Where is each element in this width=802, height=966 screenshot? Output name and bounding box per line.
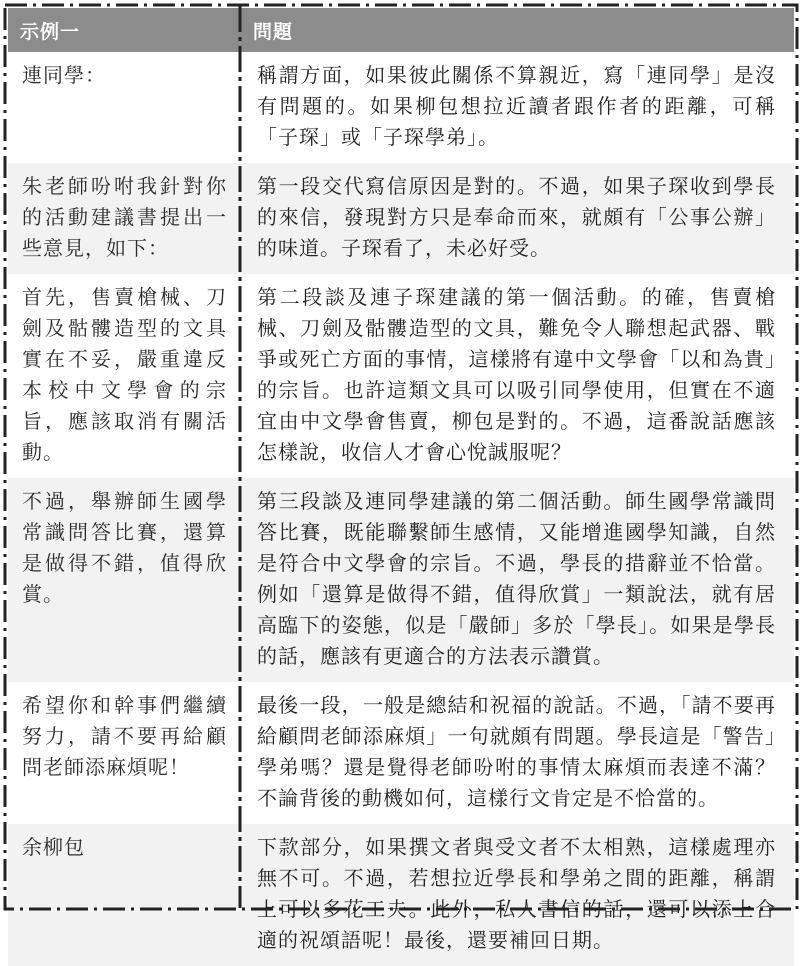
row-quote: 希望你和幹事們繼續努力，請不要再給顧問老師添麻煩呢！ [8,682,241,824]
row-comment: 第一段交代寫信原因是對的。不過，如果子琛收到學長的來信，發現對方只是奉命而來，就頗有「公事公辦」的味道。子琛看了，未必好受。 [241,163,794,274]
table-row [8,478,794,682]
table-row [8,163,794,274]
comparison-table [8,8,794,966]
table-row [8,824,794,966]
table-header-row [8,8,794,52]
row-quote: 首先，售賣槍械、刀劍及骷髏造型的文具實在不妥，嚴重違反本校中文學會的宗旨，應該取消有關活動。 [8,274,241,478]
table-row [8,52,794,163]
row-comment: 第二段談及連子琛建議的第一個活動。的確，售賣槍械、刀劍及骷髏造型的文具，難免令人聯想起武器、戰爭或死亡方面的事情，這樣將有違中文學會「以和為貴」的宗旨。也許這類文具可以吸引同學使用，但實在不適宜由中文學會售賣，柳包是對的。不過，這番說話應該怎樣說，收信人才會心悅誠服呢？ [241,274,794,478]
header-problem: 問題 [241,8,794,52]
row-quote: 朱老師吩咐我針對你的活動建議書提出一些意見，如下： [8,163,241,274]
row-quote: 連同學： [8,52,241,163]
table-row [8,274,794,478]
row-comment: 下款部分，如果撰文者與受文者不太相熟，這樣處理亦無不可。不過，若想拉近學長和學弟之間的距離，稱謂上可以多花工夫。此外，私人書信的話，還可以添上合適的祝頌語呢！最後，還要補回日期。 [241,824,794,966]
header-example: 示例一 [8,8,241,52]
table-row [8,682,794,824]
row-quote: 余柳包 [8,824,241,966]
row-comment: 最後一段，一般是總結和祝福的說話。不過，「請不要再給顧問老師添麻煩」一句就頗有問題。學長這是「警告」學弟嗎？還是覺得老師吩咐的事情太麻煩而表達不滿？不論背後的動機如何，這樣行文肯定是不恰當的。 [241,682,794,824]
row-comment: 第三段談及連同學建議的第二個活動。師生國學常識問答比賽，既能聯繫師生感情，又能增進國學知識，自然是符合中文學會的宗旨。不過，學長的措辭並不恰當。例如「還算是做得不錯，值得欣賞」一類說法，就有居高臨下的姿態，似是「嚴師」多於「學長」。如果是學長的話，應該有更適合的方法表示讚賞。 [241,478,794,682]
row-comment: 稱謂方面，如果彼此關係不算親近，寫「連同學」是沒有問題的。如果柳包想拉近讀者跟作者的距離，可稱「子琛」或「子琛學弟」。 [241,52,794,163]
row-quote: 不過，舉辦師生國學常識問答比賽，還算是做得不錯，值得欣賞。 [8,478,241,682]
